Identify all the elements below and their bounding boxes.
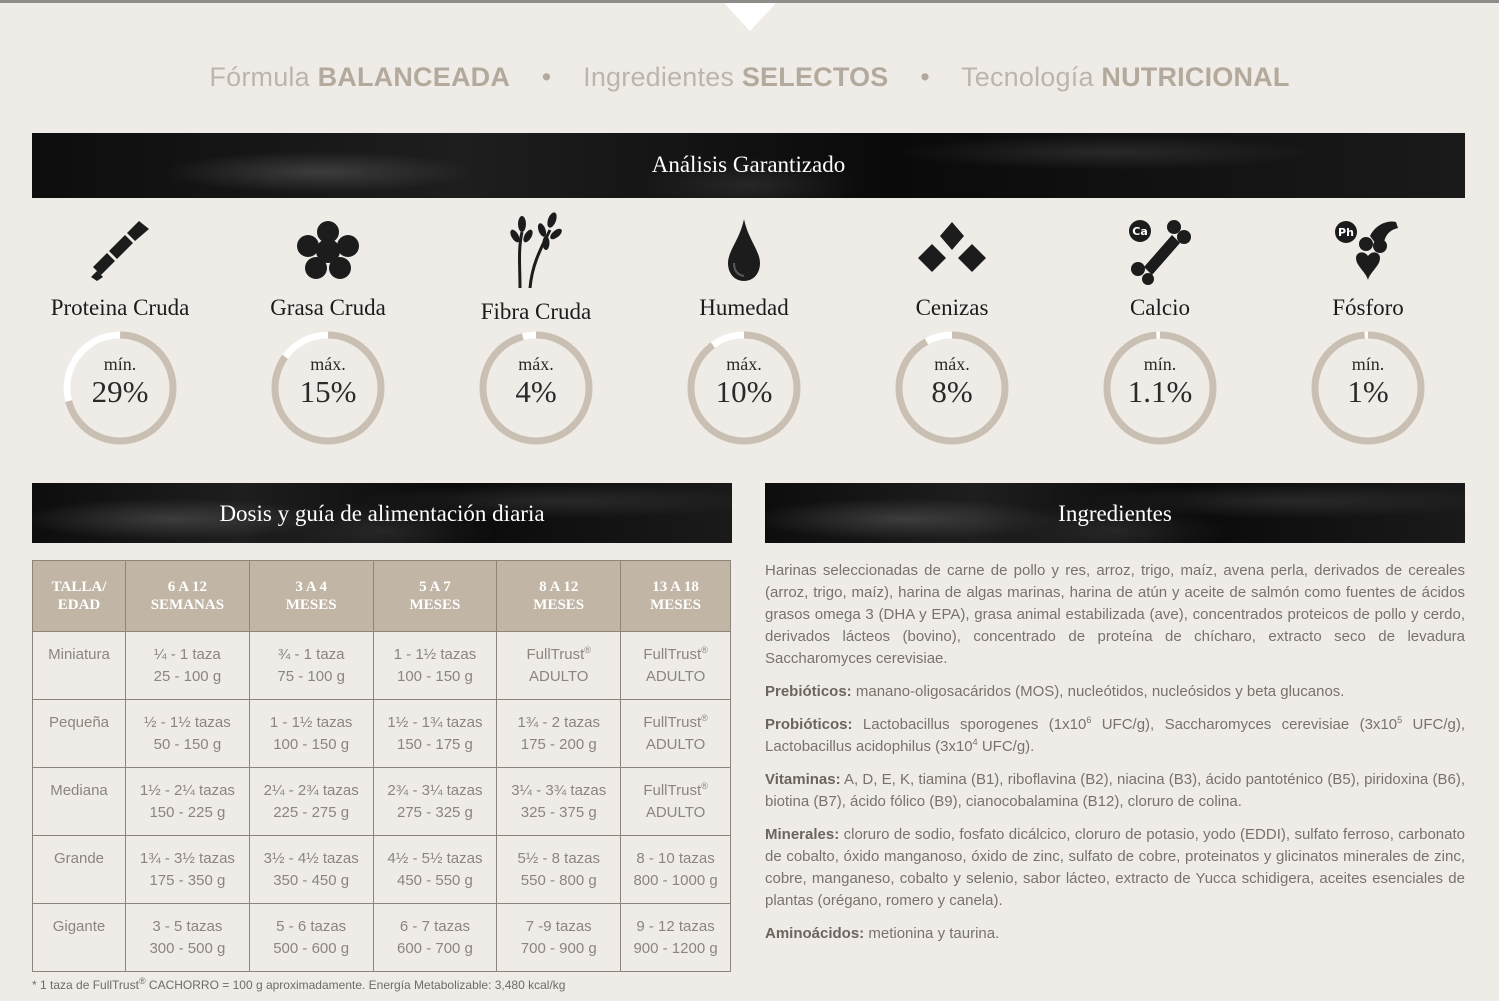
- nutrient-value: 10%: [715, 374, 773, 409]
- size-cell: Gigante: [33, 904, 126, 972]
- nutrient-ring: [1102, 330, 1218, 446]
- drop-icon: [699, 210, 789, 290]
- table-header-cell: 5 A 7 MESES: [373, 561, 497, 632]
- dose-cell: 3½ - 4½ tazas 350 - 450 g: [249, 836, 373, 904]
- dose-cell: 3¼ - 3¾ tazas 325 - 375 g: [497, 768, 621, 836]
- dose-cell: 8 - 10 tazas 800 - 1000 g: [621, 836, 731, 904]
- dose-cell: FullTrust® ADULTO: [497, 632, 621, 700]
- probiotics-exp: 4: [972, 737, 978, 747]
- nutrient-name: Fibra Cruda: [480, 299, 592, 324]
- tagline-separator: •: [920, 62, 930, 92]
- table-header-cell: 8 A 12 MESES: [497, 561, 621, 632]
- nutrient-ring: [62, 330, 178, 446]
- nutrient-kind: máx.: [518, 354, 554, 374]
- ingredients-title: Ingredientes: [1058, 501, 1172, 526]
- nutrient-humidity: [640, 210, 848, 446]
- calcium-bone-icon: [1115, 210, 1205, 290]
- dose-cell: 9 - 12 tazas 900 - 1200 g: [621, 904, 731, 972]
- dose-cell: 1 - 1½ tazas 100 - 150 g: [249, 700, 373, 768]
- nutrient-name: Cenizas: [915, 295, 989, 320]
- ingredients-vitamins: [765, 769, 1465, 813]
- fat-icon: [283, 210, 373, 290]
- dose-cell: ½ - 1½ tazas 50 - 150 g: [126, 700, 250, 768]
- table-row: [33, 904, 731, 972]
- dose-cell: 1½ - 1¾ tazas 150 - 175 g: [373, 700, 497, 768]
- dose-cell: FullTrust® ADULTO: [621, 632, 731, 700]
- dose-cell: 1 - 1½ tazas 100 - 150 g: [373, 632, 497, 700]
- ingredients-amino: [765, 923, 1465, 945]
- dose-cell: FullTrust® ADULTO: [621, 768, 731, 836]
- dose-cell: 5 - 6 tazas 500 - 600 g: [249, 904, 373, 972]
- nutrient-value: 15%: [299, 374, 357, 409]
- tagline-formula: Fórmula: [209, 62, 310, 92]
- table-header-cell: 3 A 4 MESES: [249, 561, 373, 632]
- nutrient-ring: [686, 330, 802, 446]
- nutrient-value: 1.1%: [1127, 374, 1193, 409]
- table-row: [33, 836, 731, 904]
- table-header-cell: 13 A 18 MESES: [621, 561, 731, 632]
- nutrient-value: 29%: [91, 374, 149, 409]
- registered-mark: ®: [701, 645, 708, 655]
- probiotics-exp: 6: [1086, 715, 1092, 725]
- probiotics-value-d: UFC/g).: [977, 738, 1035, 755]
- prebiotics-value: manano-oligosacáridos (MOS), nucleótidos, nucleósidos y beta glucanos.: [855, 683, 1345, 700]
- dose-cell: 4½ - 5½ tazas 450 - 550 g: [373, 836, 497, 904]
- dose-banner: [32, 483, 732, 543]
- nutrient-protein: [16, 210, 224, 446]
- dose-cell: ¼ - 1 taza 25 - 100 g: [126, 632, 250, 700]
- probiotics-value-b: UFC/g), Saccharomyces cerevisiae (3x10: [1091, 716, 1398, 733]
- probiotics-label: Probióticos:: [765, 716, 853, 733]
- nutrient-kind: máx.: [726, 354, 762, 374]
- protein-icon: [75, 210, 165, 290]
- registered-mark: ®: [138, 976, 146, 986]
- vitamins-label: Vitaminas:: [765, 771, 841, 788]
- tagline-formula-bold: BALANCEADA: [317, 62, 511, 92]
- ingredients-text: [765, 560, 1465, 956]
- footnote: [32, 978, 565, 992]
- nutrient-kind: mín.: [1351, 354, 1385, 374]
- table-row: [33, 632, 731, 700]
- nutrient-name: Fósforo: [1332, 295, 1404, 320]
- vitamins-value: A, D, E, K, tiamina (B1), riboflavina (B2), niacina (B3), ácido pantoténico (B5), piridoxina (B6), biotina (B7), ácido fólico (B9), cianocobalamina (B12), cloruro de colina.: [765, 771, 1466, 810]
- nutrient-kind: máx.: [310, 354, 346, 374]
- dose-cell: 2¼ - 2¾ tazas 225 - 275 g: [249, 768, 373, 836]
- nutrient-ring: [478, 330, 594, 446]
- nutrient-value: 8%: [931, 374, 973, 409]
- nutrient-ash: [848, 210, 1056, 446]
- wheat-icon: [491, 210, 581, 290]
- nutrient-name: Proteina Cruda: [50, 295, 190, 320]
- nutrient-ring: [894, 330, 1010, 446]
- dose-cell: 5½ - 8 tazas 550 - 800 g: [497, 836, 621, 904]
- amino-label: Aminoácidos:: [765, 925, 865, 942]
- dose-cell: FullTrust® ADULTO: [621, 700, 731, 768]
- tagline-technology-bold: NUTRICIONAL: [1101, 62, 1290, 92]
- phosphorus-icon: [1323, 210, 1413, 290]
- table-header-cell: 6 A 12 SEMANAS: [126, 561, 250, 632]
- minerals-label: Minerales:: [765, 826, 840, 843]
- dose-cell: 1¾ - 2 tazas 175 - 200 g: [497, 700, 621, 768]
- nutrient-kind: máx.: [934, 354, 970, 374]
- nutrient-kind: mín.: [103, 354, 137, 374]
- nutrient-list: [16, 210, 1483, 446]
- registered-mark: ®: [701, 781, 708, 791]
- feeding-table: [32, 560, 731, 972]
- nutrient-calcium: [1056, 210, 1264, 446]
- nutrient-name: Humedad: [699, 295, 789, 320]
- ingredients-banner: [765, 483, 1465, 543]
- nutrient-name: Grasa Cruda: [270, 295, 386, 320]
- nutrient-name: Calcio: [1129, 295, 1191, 320]
- table-row: [33, 768, 731, 836]
- size-cell: Pequeña: [33, 700, 126, 768]
- tagline-separator: •: [541, 62, 552, 92]
- section-notch: [724, 3, 776, 31]
- dose-cell: ¾ - 1 taza 75 - 100 g: [249, 632, 373, 700]
- nutrient-phosphorus: [1264, 210, 1472, 446]
- dose-cell: 2¾ - 3¼ tazas 275 - 325 g: [373, 768, 497, 836]
- dose-title: Dosis y guía de alimentación diaria: [219, 501, 545, 526]
- nutrient-ring: [270, 330, 386, 446]
- tagline: [0, 62, 1499, 93]
- table-row: [33, 700, 731, 768]
- dose-cell: 7 -9 tazas 700 - 900 g: [497, 904, 621, 972]
- footnote-text: * 1 taza de FullTrust® CACHORRO = 100 g aproximadamente. Energía Metabolizable: 3,480 kcal/kg: [32, 976, 566, 992]
- svg-text:Ca: Ca: [1132, 225, 1148, 238]
- tagline-ingredients-bold: SELECTOS: [741, 62, 889, 92]
- size-cell: Grande: [33, 836, 126, 904]
- size-cell: Miniatura: [33, 632, 126, 700]
- ingredients-main: Harinas seleccionadas de carne de pollo y res, arroz, trigo, maíz, avena perla, derivados de cereales (arroz, trigo, maíz), harina de algas marinas, harina de atún y aceite de salmón como fuentes de ácidos grasos omega 3 (DHA y EPA), grasa animal estabilizada (ave), concentrados proteicos de pollo y cerdo, derivados lácteos (bovino), concentrado de proteína de chícharo, extracto seco de levadura Saccharomyces cerevisiae.: [765, 562, 1465, 667]
- analysis-title: Análisis Garantizado: [651, 152, 846, 177]
- dose-cell: 1¾ - 3½ tazas 175 - 350 g: [126, 836, 250, 904]
- registered-mark: ®: [584, 645, 591, 655]
- svg-text:Ph: Ph: [1338, 226, 1354, 239]
- table-body: [33, 632, 731, 972]
- analysis-banner: [32, 133, 1465, 198]
- probiotics-exp: 5: [1397, 715, 1403, 725]
- ash-icon: [907, 210, 997, 290]
- table-header-cell: TALLA/ EDAD: [33, 561, 126, 632]
- registered-mark: ®: [701, 713, 708, 723]
- ingredients-minerals: [765, 824, 1465, 912]
- nutrient-kind: mín.: [1143, 354, 1177, 374]
- nutrient-value: 4%: [515, 374, 557, 409]
- nutrient-ring: [1310, 330, 1426, 446]
- ingredients-prebiotics: [765, 681, 1465, 703]
- dose-cell: 3 - 5 tazas 300 - 500 g: [126, 904, 250, 972]
- nutrient-fiber: [432, 210, 640, 446]
- tagline-technology: Tecnología: [961, 62, 1094, 92]
- tagline-ingredients: Ingredientes: [583, 62, 735, 92]
- probiotics-value-c: UFC/g), Lactobacillus acidophilus (3x10: [765, 716, 1466, 755]
- minerals-value: cloruro de sodio, fosfato dicálcico, cloruro de potasio, yodo (EDDI), sulfato ferroso, carbonato de cobalto, óxido manganoso, óxido de zinc, sulfato de cobre, proteinatos y glicinatos minerales de zinc, cobre, manganeso, cobalto y selenio, sabor lácteo, extracto de Yucca schidigera, aceites esenciales de plantas (orégano, romero y canela).: [765, 826, 1465, 909]
- amino-value: metionina y taurina.: [868, 925, 1000, 942]
- prebiotics-label: Prebióticos:: [765, 683, 852, 700]
- table-header-row: [33, 561, 731, 632]
- dose-cell: 1½ - 2¼ tazas 150 - 225 g: [126, 768, 250, 836]
- nutrient-fat: [224, 210, 432, 446]
- nutrient-value: 1%: [1347, 374, 1389, 409]
- probiotics-value-a: Lactobacillus sporogenes (1x10: [862, 716, 1087, 733]
- size-cell: Mediana: [33, 768, 126, 836]
- ingredients-probiotics: [765, 714, 1465, 758]
- dose-cell: 6 - 7 tazas 600 - 700 g: [373, 904, 497, 972]
